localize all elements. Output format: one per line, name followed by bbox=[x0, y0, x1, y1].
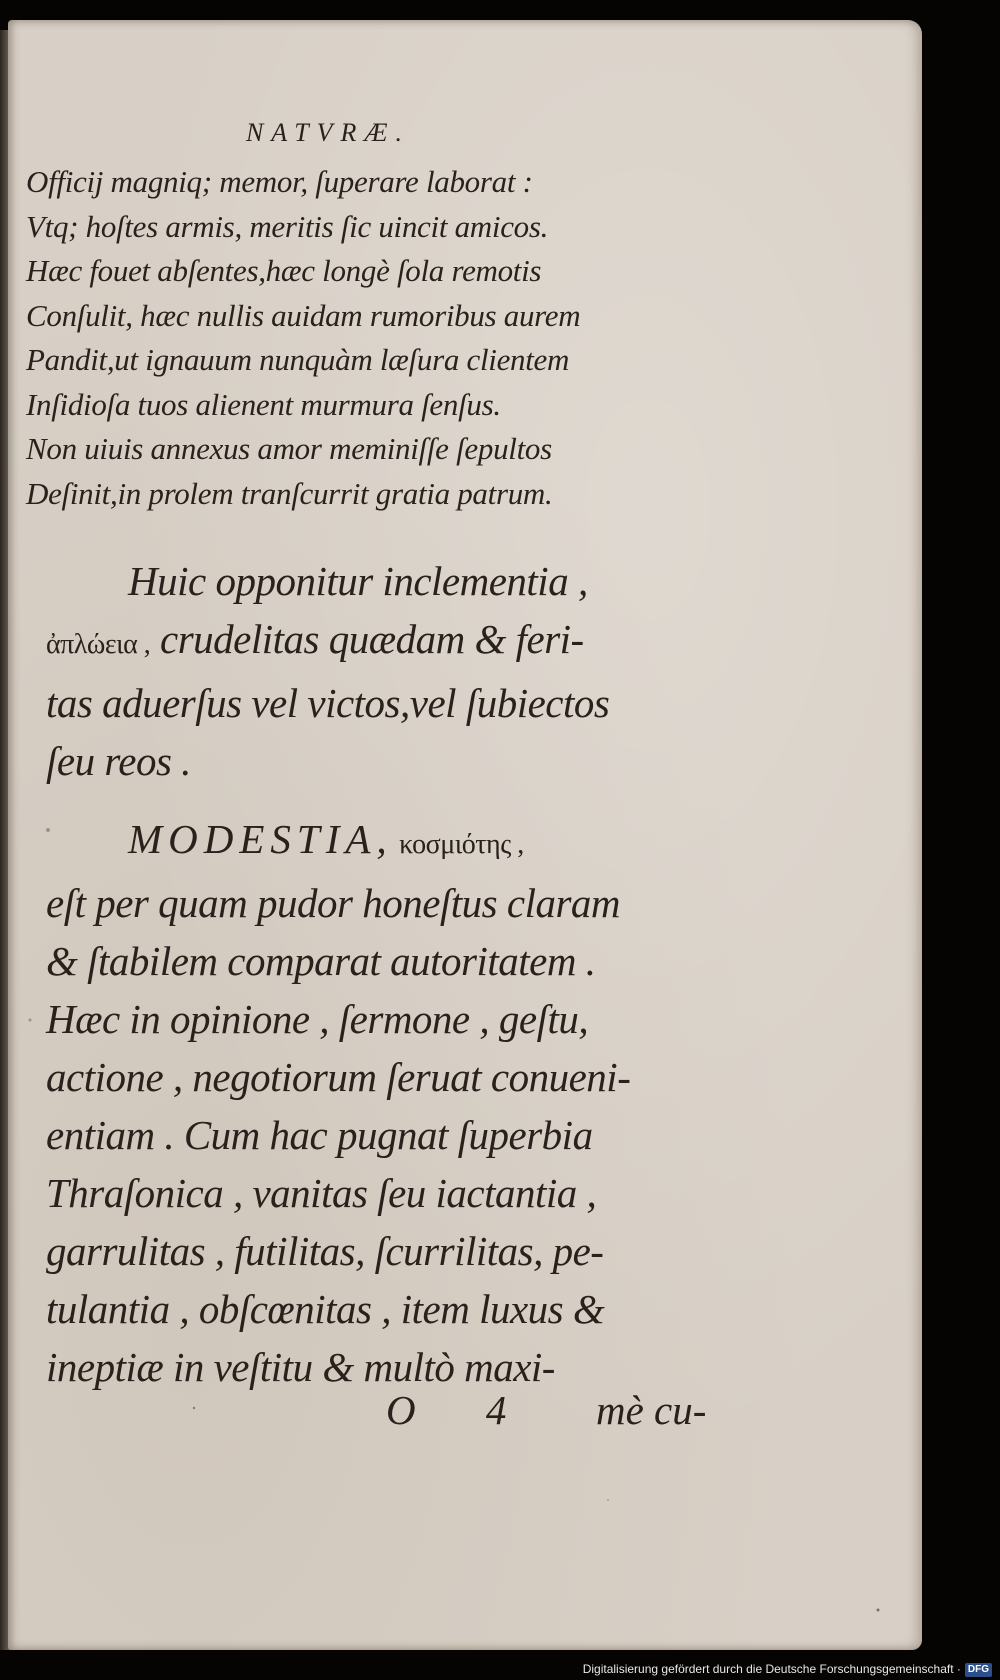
prose-line: ſeu reos . bbox=[46, 738, 191, 784]
greek-term: ἀπλώεια , bbox=[46, 629, 151, 660]
book-page bbox=[8, 20, 922, 1650]
prose-line: eſt per quam pudor honeſtus claram bbox=[46, 880, 621, 926]
verse-line: Conſulit, hæc nullis auidam rumoribus aurem bbox=[26, 297, 581, 333]
paragraph-modestia bbox=[46, 810, 726, 1396]
verse-line: Officij magniq; memor, ſuperare laborat : bbox=[26, 164, 533, 199]
prose-line bbox=[46, 610, 726, 674]
verse-line: Inſidioſa tuos alienent murmura ſenſus. bbox=[26, 386, 501, 422]
prose-text: crudelitas quædam & feri- bbox=[150, 616, 584, 662]
verse-line: Pandit,ut ignauum nunquàm læſura clientem bbox=[26, 342, 570, 377]
prose-line: tas aduerſus vel victos,vel ſubiectos bbox=[46, 680, 610, 726]
greek-term: κοσμιότης , bbox=[392, 829, 524, 860]
prose-line: Hæc in opinione , ſermone , geſtu, bbox=[46, 996, 589, 1042]
verse-line: Deſinit,in prolem tranſcurrit gratia patrum. bbox=[26, 475, 553, 511]
verse-line: Vtq; hoſtes armis, meritis ſic uincit amicos. bbox=[26, 208, 549, 244]
paragraph-inclementia bbox=[46, 552, 726, 790]
prose-line: actione , negotiorum ſeruat conueni- bbox=[46, 1054, 631, 1100]
prose-line: & ſtabilem comparat autoritatem . bbox=[46, 938, 596, 984]
credit-text: Digitalisierung gefördert durch die Deutsche Forschungsgemeinschaft · bbox=[582, 1662, 961, 1676]
verse-line: Non uiuis annexus amor meminiſſe ſepultos bbox=[26, 431, 552, 466]
catchword: mè cu- bbox=[596, 1387, 707, 1433]
prose-line: Thraſonica , vanitas ſeu iactantia , bbox=[46, 1170, 597, 1216]
verse-line: Hæc fouet abſentes,hæc longè ſola remotis bbox=[26, 253, 542, 288]
signature-mark: O 4 bbox=[386, 1387, 537, 1433]
page-footer bbox=[8, 1386, 728, 1456]
prose-line: Huic opponitur inclementia , bbox=[128, 558, 588, 604]
prose-line: garrulitas , futilitas, ſcurrilitas, pe- bbox=[46, 1228, 604, 1274]
prose-line: tulantia , obſcœnitas , item luxus & bbox=[46, 1286, 605, 1332]
running-head: NATVRÆ. bbox=[245, 118, 411, 147]
heading-term: MODESTIA, bbox=[128, 816, 393, 862]
verse-block bbox=[26, 160, 666, 516]
dfg-logo: DFG bbox=[965, 1663, 992, 1677]
prose-line: ineptiæ in veſtitu & multò maxi- bbox=[46, 1344, 555, 1390]
digitization-credit bbox=[583, 1658, 992, 1680]
prose-line: entiam . Cum hac pugnat ſuperbia bbox=[46, 1112, 593, 1158]
prose-line bbox=[46, 810, 726, 874]
